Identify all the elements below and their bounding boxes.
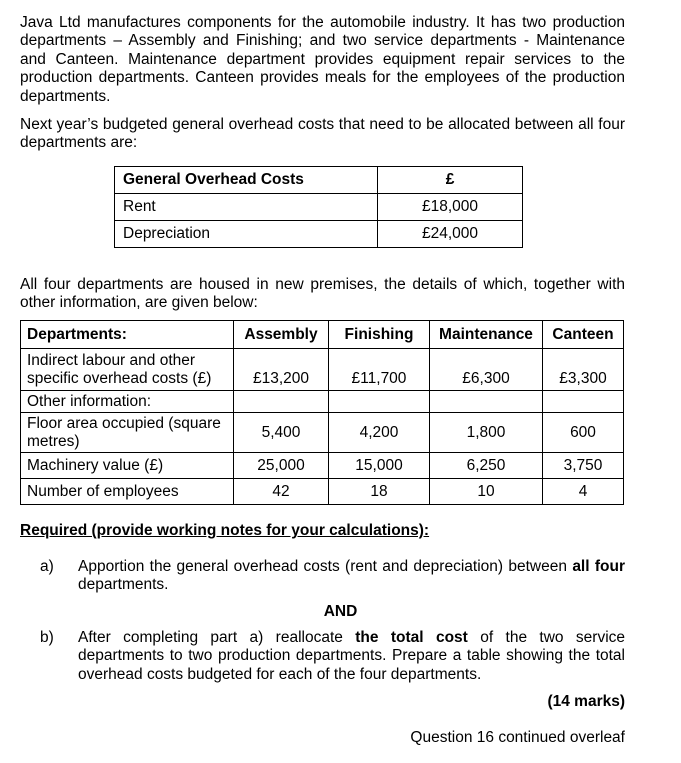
- intro-paragraph: Java Ltd manufactures components for the automobile industry. It has two production departments – Assembly and Finishing; and two service departments - Maintenance and Canteen. Maintenance department provides equipment repair services to the production departments. Canteen provides meals for the employees of the production departments.: [20, 14, 625, 105]
- table-header-row: [115, 167, 523, 194]
- table-row: [115, 194, 523, 221]
- general-overhead-table: [114, 166, 523, 248]
- continued-label: Question 16 continued overleaf: [410, 729, 625, 746]
- table-cell: 600: [543, 413, 624, 453]
- table-header-row: [21, 321, 624, 349]
- table-cell: £11,700: [329, 349, 430, 391]
- header-cell: General Overhead Costs: [115, 167, 378, 194]
- table-cell: 10: [430, 479, 543, 505]
- table-row: [21, 479, 624, 505]
- table-row: [21, 413, 624, 453]
- marks-label: (14 marks): [547, 693, 625, 710]
- table-cell: Indirect labour and other specific overhead costs (£): [21, 349, 234, 391]
- table-cell: £24,000: [378, 221, 523, 248]
- table-cell: £3,300: [543, 349, 624, 391]
- header-cell: Finishing: [329, 321, 430, 349]
- table-cell: Machinery value (£): [21, 453, 234, 479]
- table-cell: 42: [234, 479, 329, 505]
- premises-paragraph: All four departments are housed in new premises, the details of which, together with other information, are given below:: [20, 276, 625, 312]
- table-cell: 4,200: [329, 413, 430, 453]
- header-cell: Assembly: [234, 321, 329, 349]
- table-cell: £13,200: [234, 349, 329, 391]
- next-year-paragraph: Next year’s budgeted general overhead costs that need to be allocated between all four departments are:: [20, 116, 625, 152]
- part-a-text: Apportion the general overhead costs (rent and depreciation) between all four departments.: [78, 558, 626, 594]
- table-row: [21, 349, 624, 391]
- table-cell: Floor area occupied (square metres): [21, 413, 234, 453]
- table-cell: 5,400: [234, 413, 329, 453]
- table-cell: 6,250: [430, 453, 543, 479]
- table-cell: 4: [543, 479, 624, 505]
- table-row: [21, 453, 624, 479]
- part-b-label: b): [40, 629, 54, 646]
- header-cell: Canteen: [543, 321, 624, 349]
- departments-table: [20, 320, 624, 505]
- and-label: AND: [323, 603, 358, 620]
- table-cell: Other information:: [21, 391, 234, 413]
- table-row: [115, 221, 523, 248]
- table-cell: £18,000: [378, 194, 523, 221]
- table-cell: 25,000: [234, 453, 329, 479]
- table-cell: Number of employees: [21, 479, 234, 505]
- header-cell: Maintenance: [430, 321, 543, 349]
- table-row: [21, 391, 624, 413]
- table-cell: 1,800: [430, 413, 543, 453]
- header-cell: Departments:: [21, 321, 234, 349]
- table-cell: Rent: [115, 194, 378, 221]
- table-cell: 15,000: [329, 453, 430, 479]
- required-heading: Required (provide working notes for your calculations):: [20, 522, 430, 539]
- part-b-text: After completing part a) reallocate the total cost of the two service departments to two production departments. Prepare a table showing the total overhead costs budgeted for each of the four departments.: [78, 629, 626, 683]
- table-cell: £6,300: [430, 349, 543, 391]
- table-cell: 18: [329, 479, 430, 505]
- table-cell: Depreciation: [115, 221, 378, 248]
- header-cell: £: [378, 167, 523, 194]
- part-a-label: a): [40, 558, 54, 575]
- table-cell: 3,750: [543, 453, 624, 479]
